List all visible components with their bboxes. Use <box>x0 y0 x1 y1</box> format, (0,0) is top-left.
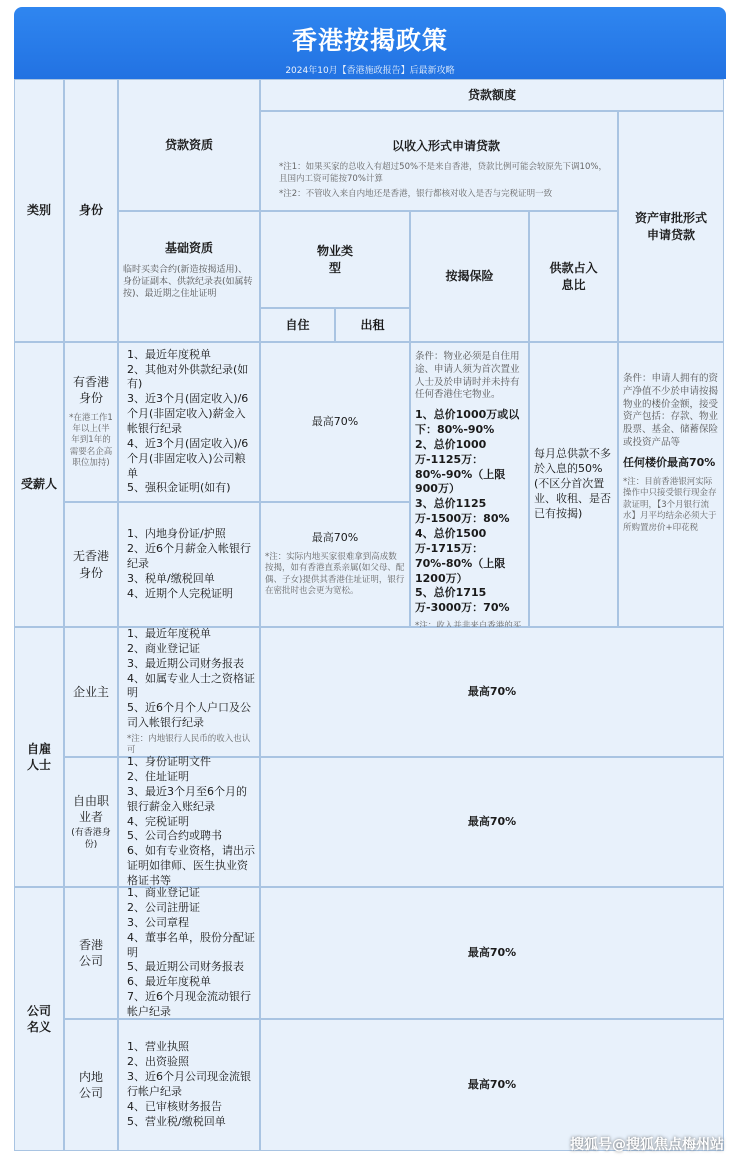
header-loan-qualification <box>118 79 260 211</box>
income-note-1: *注1：如果买家的总收入有超过50%不是来自香港，贷款比例可能会较原先下调10%，且国内工资可能按70%计算 <box>279 162 607 184</box>
doc-item: 4、完税证明 <box>127 814 189 828</box>
category-self-employed <box>14 627 64 887</box>
repayment-ratio-salaried <box>529 342 618 627</box>
identity-hk-text: 有香港身份 <box>72 375 109 406</box>
header-repayment-ratio-text: 供款占入息比 <box>549 261 598 292</box>
doc-item: 3、近3个月(固定收入)/6个月(非固定收入)薪金入帐银行纪录 <box>127 392 249 435</box>
asset-note: *注：目前香港银河实际操作中只接受银行现金存款证明，【3个月银行流水】月平均结余必须大于所购置房价+印花税 <box>623 476 717 533</box>
doc-item: 6、如有专业资格，请出示证明如律师、医生执业资格证书等 <box>127 844 255 887</box>
header-self-use <box>260 308 335 342</box>
property-salaried-non-hk-value: 最高70% <box>311 531 359 545</box>
doc-item: 1、营业执照 <box>127 1040 189 1054</box>
identity-hk <box>64 342 118 502</box>
income-note-2: *注2：不管收入来自内地还是香港，银行都核对收入是否与完税证明一致 <box>279 189 553 200</box>
identity-freelancer-text: 自由职业者 <box>72 793 109 824</box>
property-salaried-hk <box>260 342 410 502</box>
identity-mainland-company <box>64 1019 118 1151</box>
doc-item: 2、公司註册证 <box>127 901 200 915</box>
docs-salaried-hk <box>118 342 260 502</box>
page-header <box>14 7 726 79</box>
doc-item: 1、商业登记证 <box>127 886 200 900</box>
docs-salaried-non-hk <box>118 502 260 627</box>
identity-freelancer-sub: (有香港身份) <box>71 828 111 851</box>
value-hk-company <box>260 887 724 1019</box>
value-mainland-company-text: 最高70% <box>467 1077 517 1091</box>
doc-item: 5、营业税/缴税回单 <box>127 1114 226 1128</box>
header-rent-text: 出租 <box>360 317 385 332</box>
category-salaried-text: 受薪人 <box>20 477 57 492</box>
header-asset-apply <box>618 111 724 342</box>
header-rent <box>335 308 410 342</box>
value-freelancer-text: 最高70% <box>467 814 517 828</box>
property-salaried-non-hk <box>260 502 410 627</box>
identity-hk-company <box>64 887 118 1019</box>
category-salaried <box>14 342 64 627</box>
insurance-item: 3、总价1125万-1500万：80% <box>415 497 510 526</box>
doc-item: 4、已审核财务报告 <box>127 1099 222 1113</box>
insurance-item: 2、总价1000万-1125万：80%-90%（上限900万） <box>415 437 506 496</box>
doc-item: 2、住址证明 <box>127 770 189 784</box>
header-identity-text: 身份 <box>78 203 103 218</box>
identity-freelancer <box>64 757 118 887</box>
identity-non-hk <box>64 502 118 627</box>
header-mortgage-insurance-text: 按揭保险 <box>445 269 494 284</box>
property-salaried-hk-value: 最高70% <box>311 414 359 428</box>
identity-mainland-company-text: 内地公司 <box>78 1069 103 1100</box>
doc-item: 5、强积金证明(如有) <box>127 481 231 495</box>
insurance-item: 1、总价1000万或以下：80%-90% <box>415 408 520 437</box>
page-title: 香港按揭政策 <box>291 26 448 55</box>
doc-item: 3、最近3个月至6个月的银行薪金入账纪录 <box>127 784 247 813</box>
doc-item: 5、公司合约或聘书 <box>127 829 222 843</box>
header-basic-qualification <box>118 211 260 342</box>
doc-item: 1、最近年度税单 <box>127 347 211 361</box>
value-owner <box>260 627 724 757</box>
header-loan-qualification-text: 贷款资质 <box>164 137 213 152</box>
doc-item: 6、最近年度税单 <box>127 975 211 989</box>
doc-item: 4、近3个月(固定收入)/6个月(非固定收入)公司粮单 <box>127 436 249 480</box>
doc-item: 3、近6个月公司现金流银行帐户纪录 <box>127 1070 251 1098</box>
doc-item: 5、最近期公司财务报表 <box>127 960 244 974</box>
identity-hk-note: *在港工作1年以上(半年到1年的需要名企高职位加持) <box>69 412 113 469</box>
doc-item: 4、董事名单，股份分配证明 <box>127 930 255 959</box>
value-mainland-company <box>260 1019 724 1151</box>
value-freelancer <box>260 757 724 887</box>
repayment-ratio-text: 每月总供款不多於入息的50%(不区分首次置业、收租、是否已有按揭) <box>534 447 611 520</box>
owner-note: *注：内地银行人民币的收入也认可 <box>127 733 251 756</box>
header-property-type-text: 物业类型 <box>316 244 353 275</box>
doc-item: 1、内地身份证/护照 <box>127 527 226 541</box>
header-identity <box>64 79 118 342</box>
doc-item: 3、公司章程 <box>127 915 189 929</box>
doc-item: 7、近6个月现金流动银行帐户纪录 <box>127 990 251 1018</box>
header-loan-amount <box>260 79 724 111</box>
insurance-condition: 条件：物业必须是自住用途、申请人须为首次置业人士及於申请时并未持有任何香港住宅物业。 <box>415 351 520 401</box>
insurance-item: 5、总价1715万-3000万：70% <box>415 586 510 615</box>
value-hk-company-text: 最高70% <box>467 945 517 959</box>
identity-owner <box>64 627 118 757</box>
doc-item: 2、其他对外供款纪录(如有) <box>127 362 249 391</box>
identity-non-hk-text: 无香港身份 <box>72 549 109 580</box>
doc-item: 4、近期个人完税证明 <box>127 586 233 600</box>
header-category-text: 类别 <box>26 203 51 218</box>
header-category <box>14 79 64 342</box>
value-owner-text: 最高70% <box>467 684 517 698</box>
identity-owner-text: 企业主 <box>72 684 109 699</box>
doc-item: 1、最近年度税单 <box>127 627 211 641</box>
mortgage-insurance-salaried <box>410 342 529 627</box>
asset-apply-salaried <box>618 342 724 627</box>
category-company-text: 公司名义 <box>26 1003 51 1034</box>
policy-table <box>14 79 726 1151</box>
category-company <box>14 887 64 1151</box>
property-salaried-non-hk-note: *注：实际内地买家很难拿到高成数按揭，如有香港直系亲属(如父母、配偶、子女)提供其香港住址证明，银行在密批时也会更为宽松。 <box>265 551 405 597</box>
header-asset-apply-text: 资产审批形式申请贷款 <box>635 211 708 242</box>
doc-item: 2、商业登记证 <box>127 641 200 655</box>
income-apply-title: 以收入形式申请贷款 <box>391 139 500 153</box>
doc-item: 1、身份证明文件 <box>127 755 211 769</box>
page-subtitle: 2024年10月【香港施政报告】后最新攻略 <box>285 66 455 76</box>
insurance-item: 4、总价1500万-1715万：70%-80%（上限1200万） <box>415 527 506 585</box>
doc-item: 2、出资验照 <box>127 1055 189 1069</box>
basic-qualification-title: 基础资质 <box>164 241 213 255</box>
docs-mainland-company <box>118 1019 260 1151</box>
header-mortgage-insurance <box>410 211 529 342</box>
doc-item: 3、最近期公司财务报表 <box>127 656 244 670</box>
header-self-use-text: 自住 <box>285 317 310 332</box>
doc-item: 5、近6个月个人户口及公司入帐银行纪录 <box>127 701 251 730</box>
doc-item: 4、如属专业人士之资格证明 <box>127 671 255 700</box>
doc-item: 2、近6个月薪金入帐银行纪录 <box>127 542 251 571</box>
identity-hk-company-text: 香港公司 <box>78 937 103 968</box>
docs-owner <box>118 627 260 757</box>
doc-item: 3、税单/缴税回单 <box>127 571 215 585</box>
watermark: 搜狐号@搜狐焦点梅州站 <box>570 1137 724 1153</box>
docs-freelancer <box>118 757 260 887</box>
docs-hk-company <box>118 887 260 1019</box>
asset-condition: 条件：申请人拥有的资产净值不少於申请按揭物业的楼价金额，接受资产包括：存款、物业股票、基金、储蓄保险或投资产品等 <box>623 373 719 449</box>
basic-qualification-desc: 临时买卖合约(新造按揭适用)、身份证副本、供款纪录表(如属转按)、最近期之住址证明 <box>123 265 253 300</box>
header-property-type <box>260 211 410 308</box>
asset-max: 任何楼价最高70% <box>623 455 716 469</box>
category-self-employed-text: 自雇人士 <box>26 741 51 772</box>
header-income-apply <box>260 111 618 211</box>
header-loan-amount-text: 贷款额度 <box>467 87 516 102</box>
header-repayment-ratio <box>529 211 618 342</box>
